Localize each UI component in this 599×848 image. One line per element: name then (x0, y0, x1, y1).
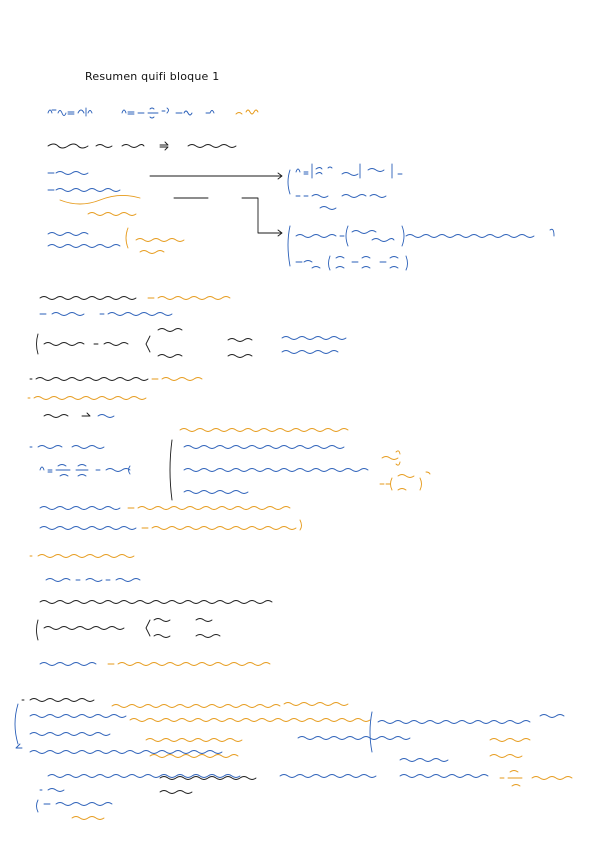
handwritten-oscillator-section (28, 378, 430, 582)
page-title: Resumen quifi bloque 1 (85, 70, 220, 83)
handwritten-spherical-section (15, 699, 572, 820)
handwritten-particle-box-header (48, 142, 236, 150)
handwritten-schrodinger-equation (48, 108, 258, 118)
handwritten-wavefunction-1d (288, 164, 402, 210)
handwritten-eigenfunctions-section (37, 601, 273, 666)
handwritten-orthonormal-section (37, 297, 347, 358)
handwritten-box-conditions (48, 172, 184, 254)
handwritten-wavefunction-3d (288, 226, 554, 270)
handwritten-arrows (150, 173, 282, 236)
